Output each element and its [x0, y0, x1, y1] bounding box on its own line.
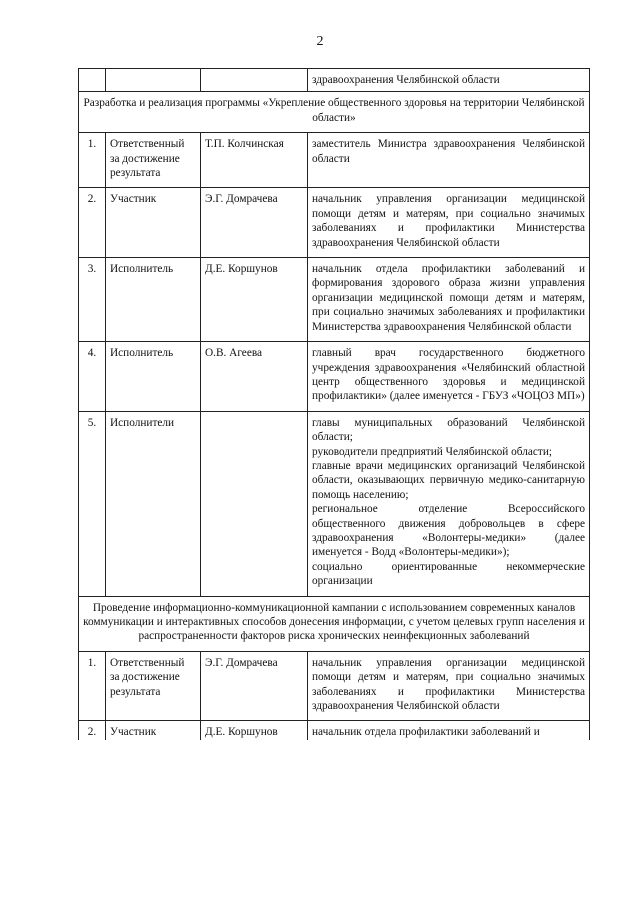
table-cell-description: здравоохранения Челябинской области — [308, 69, 590, 92]
row-description — [308, 411, 590, 596]
row-description — [308, 721, 590, 740]
row-role: Исполнитель — [106, 258, 201, 342]
row-description — [308, 258, 590, 342]
description-line: главный врач государственного бюджетного учреждения здравоохранения «Челябинский областной центр общественного здоровья и медицинской профилактики» (далее именуется - ГБУЗ «ЧОЦОЗ МП») — [312, 347, 585, 403]
description-line: начальник управления организации медицинской помощи детям и матерям, при социально значимых заболеваниях и профилактики Министерства здравоохранения Челябинской области — [312, 656, 585, 713]
responsibility-table — [78, 68, 590, 740]
description-line: региональное отделение Всероссийского общественного движения добровольцев в сфере здравоохранения «Волонтеры-медики» (далее именуется - Водд «Волонтеры-медики»); — [312, 503, 585, 559]
description-line: главные врачи медицинских организаций Челябинской области, оказывающих первичную медико-санитарную помощь населению; — [312, 459, 585, 501]
description-line: социально ориентированные некоммерческие организации — [312, 560, 585, 588]
row-description — [308, 188, 590, 258]
description-line: главы муниципальных образований Челябинской области; — [312, 416, 585, 444]
row-person: Т.П. Колчинская — [201, 133, 308, 188]
description-line: руководители предприятий Челябинской области; — [312, 445, 553, 458]
row-number: 2. — [79, 721, 106, 740]
table-cell-number — [79, 69, 106, 92]
row-number: 5. — [79, 411, 106, 596]
row-person: Э.Г. Домрачева — [201, 651, 308, 721]
table-row — [79, 721, 590, 740]
row-person: Д.Е. Коршунов — [201, 721, 308, 740]
table-row — [79, 188, 590, 258]
row-number: 4. — [79, 342, 106, 412]
section-title: Проведение информационно-коммуникационной кампании с использованием современных каналов коммуникации и интерактивных способов донесения информации, с учетом целевых групп населения и распространенности факторов риска хронических неинфекционных заболеваний — [79, 596, 590, 651]
row-number: 2. — [79, 188, 106, 258]
section-title: Разработка и реализация программы «Укрепление общественного здоровья на территории Челябинской области» — [79, 92, 590, 133]
description-line: заместитель Министра здравоохранения Челябинской области — [312, 138, 585, 165]
row-role: Исполнитель — [106, 342, 201, 412]
row-description — [308, 133, 590, 188]
description-line: начальник отдела профилактики заболеваний и формирования здорового образа жизни управления организации медицинской помощи детям и матерям, при социально значимых заболеваниях и профилактики Министерства здравоохранения Челябинской области — [312, 263, 585, 333]
row-role: Ответственный за достижение результата — [106, 651, 201, 721]
row-person: О.В. Агеева — [201, 342, 308, 412]
table-row — [79, 342, 590, 412]
table-cell-person — [201, 69, 308, 92]
row-role: Участник — [106, 721, 201, 740]
row-number: 1. — [79, 651, 106, 721]
description-line: начальник отдела профилактики заболеваний и — [312, 726, 540, 739]
row-role: Исполнители — [106, 411, 201, 596]
row-description — [308, 342, 590, 412]
description-line: начальник управления организации медицинской помощи детям и матерям, при социально значимых заболеваниях и профилактики Министерства здравоохранения Челябинской области — [312, 193, 585, 249]
row-number: 3. — [79, 258, 106, 342]
row-person — [201, 411, 308, 596]
section-header-row — [79, 596, 590, 651]
row-person: Д.Е. Коршунов — [201, 258, 308, 342]
table-row — [79, 133, 590, 188]
table-cell-role — [106, 69, 201, 92]
section-header-row — [79, 92, 590, 133]
row-role: Ответственный за достижение результата — [106, 133, 201, 188]
row-person: Э.Г. Домрачева — [201, 188, 308, 258]
row-number: 1. — [79, 133, 106, 188]
table-row — [79, 651, 590, 721]
page-number: 2 — [316, 34, 324, 49]
table-row — [79, 411, 590, 596]
table-row-continued — [79, 69, 590, 92]
table-row — [79, 258, 590, 342]
row-description — [308, 651, 590, 721]
row-role: Участник — [106, 188, 201, 258]
